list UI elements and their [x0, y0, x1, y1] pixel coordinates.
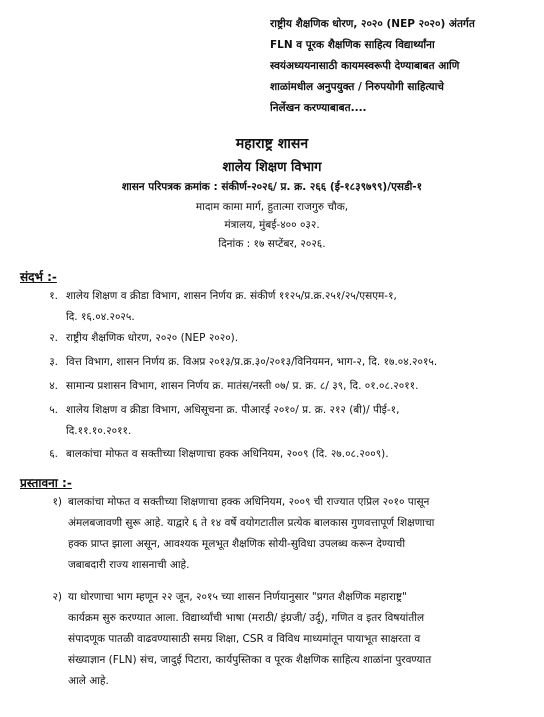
preamble-paragraph — [0, 492, 544, 587]
reference-text: वित्त विभाग, शासन निर्णय क्र. विअप्र २०१३/प्र.क्र.३०/२०१३/विनियमन, भाग-२, दि. १७.०४.२०१५. — [66, 356, 438, 368]
reference-text: शालेय शिक्षण व क्रीडा विभाग, शासन निर्णय क्र. संकीर्ण ११२५/प्र.क्र.२५१/२५/एसएम-१, — [66, 290, 397, 302]
paragraph-number: १) — [52, 496, 62, 508]
address-line-2: मंत्रालय, मुंबई-४०० ०३२. — [224, 219, 320, 231]
government-title: महाराष्ट्र शासन — [235, 136, 309, 152]
references-list — [0, 286, 544, 468]
reference-number: १. — [49, 290, 58, 302]
paragraph-line: कार्यक्रम सुरु करण्यात आला. विद्यार्थ्यांची भाषा (मराठी/ इंग्रजी/ उर्दू), गणित व इतर विषयांतील — [68, 612, 425, 624]
reference-item — [0, 352, 544, 376]
reference-item — [0, 376, 544, 400]
subject-line: FLN व पूरक शैक्षणिक साहित्य विद्यार्थ्यांना — [270, 39, 435, 51]
reference-text: दि.११.१०.२०११. — [66, 425, 132, 437]
preamble-heading: प्रस्तावना :- — [20, 476, 72, 490]
reference-item — [0, 328, 544, 352]
department-title: शालेय शिक्षण विभाग — [222, 160, 322, 175]
paragraph-line: आले आहे. — [68, 675, 109, 687]
subject-block — [270, 14, 528, 119]
paragraph-line: या धोरणाचा भाग म्हणून २२ जून, २०१५ च्या शासन निर्णयानुसार "प्रगत शैक्षणिक महाराष्ट्र" — [68, 591, 407, 603]
paragraph-line: बालकांचा मोफत व सक्तीच्या शिक्षणाचा हक्क अधिनियम, २००९ ची राज्यात एप्रिल २०१० पासून — [68, 496, 430, 508]
reference-number: ६. — [49, 448, 58, 460]
subject-line: राष्ट्रीय शैक्षणिक धोरण, २०२० (NEP २०२०) अंतर्गत — [270, 18, 475, 30]
paragraph-line: जबाबदारी राज्य शासनाची आहे. — [68, 559, 190, 571]
reference-item — [0, 400, 544, 444]
paragraph-line: संपादणूक पातळी वाढवण्यासाठी समग्र शिक्षा, CSR व विविध माध्यमांतून पायाभूत साक्षरता व — [68, 633, 421, 645]
reference-item — [0, 286, 544, 328]
reference-text: दि. १६.०४.२०२५. — [66, 311, 135, 323]
reference-text: सामान्य प्रशासन विभाग, शासन निर्णय क्र. मातंस/नस्ती ०७/ प्र. क्र. ८/ ३९, दि. ०१.०८.२०११. — [66, 380, 419, 392]
preamble-list — [0, 492, 544, 697]
paragraph-line: संख्याज्ञान (FLN) संच, जादुई पिटारा, कार्यपुस्तिका व पूरक शैक्षणिक साहित्य शाळांना पुरवण्यात — [68, 654, 432, 666]
paragraph-line: अंमलबजावणी सुरू आहे. याद्वारे ६ ते १४ वर्षे वयोगटातील प्रत्येक बालकास गुणवत्तापूर्ण शिक्षणाचा — [68, 517, 435, 529]
reference-number: ३. — [49, 356, 58, 368]
reference-text: शालेय शिक्षण व क्रीडा विभाग, अधिसूचना क्र. पीआरई २०१०/ प्र. क्र. २१२ (बी)/ पीई-१, — [66, 404, 400, 416]
reference-number: २. — [49, 332, 58, 344]
paragraph-number: २) — [52, 591, 62, 603]
reference-number: ४. — [49, 380, 58, 392]
circular-number: शासन परिपत्रक क्रमांक : संकीर्ण-२०२६/ प्र. क्र. २६६ (ई-१८३९७९९)/एसडी-१ — [121, 181, 423, 193]
reference-item — [0, 444, 544, 468]
reference-text: राष्ट्रीय शैक्षणिक धोरण, २०२० (NEP २०२०). — [66, 332, 239, 344]
preamble-paragraph — [0, 587, 544, 697]
subject-line: स्वयंअध्ययनासाठी कायमस्वरूपी देण्याबाबत आणि — [270, 60, 460, 72]
date-line: दिनांक : १७ सप्टेंबर, २०२६. — [218, 238, 326, 250]
subject-line: निर्लेखन करण्याबाबत.... — [270, 102, 367, 114]
paragraph-line: हक्क प्राप्त झाला असून, आवश्यक मूलभूत शैक्षणिक सोयी-सुविधा उपलब्ध करून देण्याची — [68, 538, 406, 550]
references-heading: संदर्भ :- — [20, 270, 57, 284]
address-line-1: मादाम कामा मार्ग, हुतात्मा राजगुरु चौक, — [195, 201, 349, 213]
reference-number: ५. — [49, 404, 58, 416]
reference-text: बालकांचा मोफत व सक्तीच्या शिक्षणाचा हक्क अधिनियम, २००९ (दि. २७.०८.२००९). — [66, 448, 389, 460]
subject-line: शाळांमधील अनुपयुक्त / निरुपयोगी साहित्याचे — [270, 81, 444, 93]
